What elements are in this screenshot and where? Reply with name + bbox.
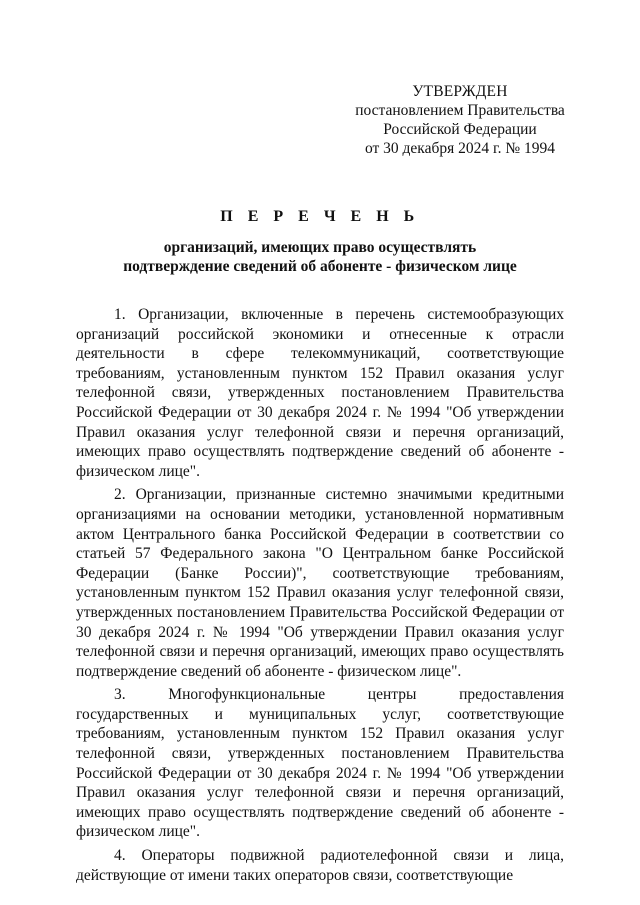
document-subtitle-line-2: подтверждение сведений об абоненте - физическом лице [123,258,517,275]
approval-line-2: Российской Федерации [383,121,537,138]
document-heading [60,208,580,276]
approval-stamp-block [330,82,590,158]
approval-line-3: от 30 декабря 2024 г. № 1994 [364,140,556,157]
document-subtitle [60,238,580,276]
list-item-1: 1. Организации, включенные в перечень системообразующих организаций российской экономики и отнесенные к отрасли деятельности в сфере телекоммуникаций, соответствующие требованиям, установленным пунктом 152 Правил оказания услуг телефонной связи, утвержденных постановлением Правительства Российской Федерации от 30 декабря 2024 г. № 1994 "Об утверждении Правил оказания услуг телефонной связи и перечня организаций, имеющих право осуществлять подтверждение сведений об абоненте - физическом лице". [76,306,564,480]
list-item-4: 4. Операторы подвижной радиотелефонной связи и лица, действующие от имени таких операторов связи, соответствующие [76,847,564,884]
approval-title: УТВЕРЖДЕН [412,83,508,100]
list-item-3: 3. Многофункциональные центры предоставления государственных и муниципальных услуг, соответствующие требованиям, установленным пунктом 152 Правил оказания услуг телефонной связи, утвержденных постановлением Правительства Российской Федерации от 30 декабря 2024 г. № 1994 "Об утверждении Правил оказания услуг телефонной связи и перечня организаций, имеющих право осуществлять подтверждение сведений об абоненте - физическом лице". [76,686,564,841]
list-item-2: 2. Организации, признанные системно значимыми кредитными организациями на основании методики, установленной нормативным актом Центрального банка Российской Федерации в соответствии со статьей 57 Федерального закона "О Центральном банке Российской Федерации (Банке России)", соответствующие требованиям, установленным пунктом 152 Правил оказания услуг телефонной связи, утвержденных постановлением Правительства Российской Федерации от 30 декабря 2024 г. № 1994 "Об утверждении Правил оказания услуг телефонной связи и перечня организаций, имеющих право осуществлять подтверждение сведений об абоненте - физическом лице". [76,486,564,680]
document-body [76,305,564,889]
document-subtitle-line-1: организаций, имеющих право осуществлять [163,239,477,256]
approval-line-1: постановлением Правительства [355,102,565,119]
document-title: П Е Р Е Ч Е Н Ь [220,208,420,225]
